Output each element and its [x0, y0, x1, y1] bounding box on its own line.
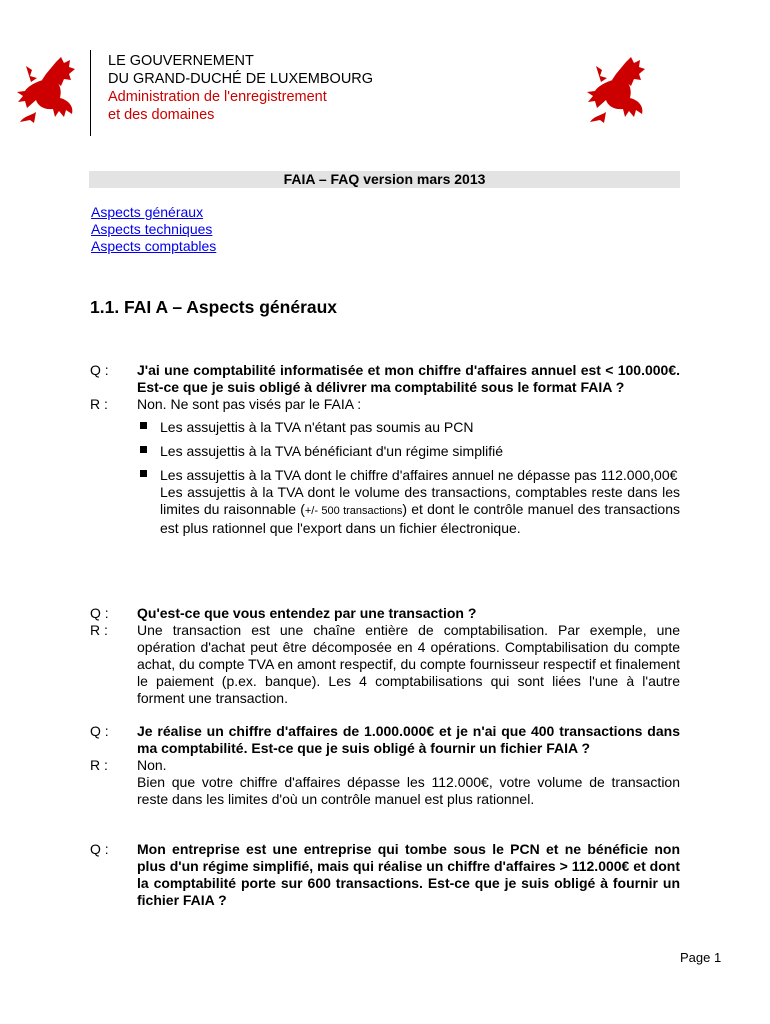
- question: [90, 362, 680, 396]
- org-line: DU GRAND-DUCHÉ DE LUXEMBOURG: [108, 71, 374, 87]
- lion-emblem-icon: [586, 56, 650, 124]
- page-number: Page 1: [680, 950, 722, 965]
- lion-emblem-icon: [16, 56, 80, 124]
- question-label: Q :: [90, 605, 109, 621]
- question-label: Q :: [90, 723, 109, 739]
- list-item-text: Les assujettis à la TVA dont le chiffre d'affaires annuel ne dépasse pas 112.000,00€: [160, 467, 678, 483]
- answer: [90, 396, 680, 413]
- toc-link-aspects-techniques[interactable]: Aspects techniques: [91, 221, 213, 237]
- question: [90, 605, 680, 622]
- answer-text: Non. Ne sont pas visés par le FAIA :: [137, 396, 362, 412]
- organization-name: [108, 52, 373, 124]
- list-item: Les assujettis à la TVA n'étant pas soumis au PCN: [160, 419, 680, 436]
- toc-link-aspects-comptables[interactable]: Aspects comptables: [91, 238, 217, 254]
- qa-item: [90, 841, 680, 909]
- question-text: J'ai une comptabilité informatisée et mon chiffre d'affaires annuel est < 100.000€. Est-ce que je suis obligé à délivrer ma comptabilité sous le format FAIA ?: [137, 362, 680, 395]
- admin-line: et des domaines: [108, 107, 215, 123]
- answer-label: R :: [90, 396, 108, 412]
- list-item: [160, 467, 680, 537]
- question: [90, 841, 680, 909]
- answer-text: Bien que votre chiffre d'affaires dépasse les 112.000€, votre volume de transaction reste dans les limites d'où un contrôle manuel est plus rationnel.: [137, 774, 680, 807]
- admin-line: Administration de l'enregistrement: [108, 89, 327, 105]
- answer: [90, 622, 680, 707]
- document-title: FAIA – FAQ version mars 2013: [89, 171, 680, 188]
- toc-link-aspects-generaux[interactable]: Aspects généraux: [91, 204, 204, 220]
- question-text: Mon entreprise est une entreprise qui tombe sous le PCN et ne bénéficie non plus d'un régime simplifié, mais qui réalise un chiffre d'affaires > 112.000€ et dont la comptabilité porte sur 600 transactions. Est-ce que je suis obligé à fournir un fichier FAIA ?: [137, 841, 680, 908]
- question-label: Q :: [90, 841, 109, 857]
- question-text: Je réalise un chiffre d'affaires de 1.000.000€ et je n'ai que 400 transactions dans ma comptabilité. Est-ce que je suis obligé à fournir un fichier FAIA ?: [137, 723, 680, 756]
- answer-label: R :: [90, 622, 108, 638]
- table-of-contents: [91, 204, 216, 255]
- extra-text-end: ) et dont le contrôle manuel des transactions est plus rationnel que l'export dans un fichier électronique.: [160, 501, 680, 536]
- answer-text: Une transaction est une chaîne entière de comptabilisation. Par exemple, une opération d'achat peut être décomposée en 4 opérations. Comptabilisation du compte achat, du compte TVA en amont respectif, du compte fournisseur respectif et finalement le paiement (p.ex. banque). Les 4 comptabilisations qui sont liées l'une à l'autre forment une transaction.: [137, 622, 680, 706]
- qa-item: [90, 605, 680, 707]
- section-heading: 1.1. FAI A – Aspects généraux: [90, 297, 338, 317]
- bullet-list: [90, 419, 680, 537]
- answer: [90, 757, 680, 774]
- extra-text: Les assujettis à la TVA dont le volume des transactions, comptables reste dans les limites du raisonnable (: [160, 484, 680, 517]
- org-line: LE GOUVERNEMENT: [108, 53, 254, 69]
- answer-continued: [90, 774, 680, 808]
- header-divider: [90, 50, 91, 136]
- question-text: Qu'est-ce que vous entendez par une transaction ?: [137, 605, 477, 621]
- question-label: Q :: [90, 362, 109, 378]
- qa-item: [90, 723, 680, 808]
- question: [90, 723, 680, 757]
- answer-text: Non.: [137, 757, 167, 773]
- answer-label: R :: [90, 757, 108, 773]
- list-item: Les assujettis à la TVA bénéficiant d'un régime simplifié: [160, 443, 680, 460]
- extra-small-text: +/- 500 transactions: [304, 505, 403, 517]
- qa-item: [90, 362, 680, 544]
